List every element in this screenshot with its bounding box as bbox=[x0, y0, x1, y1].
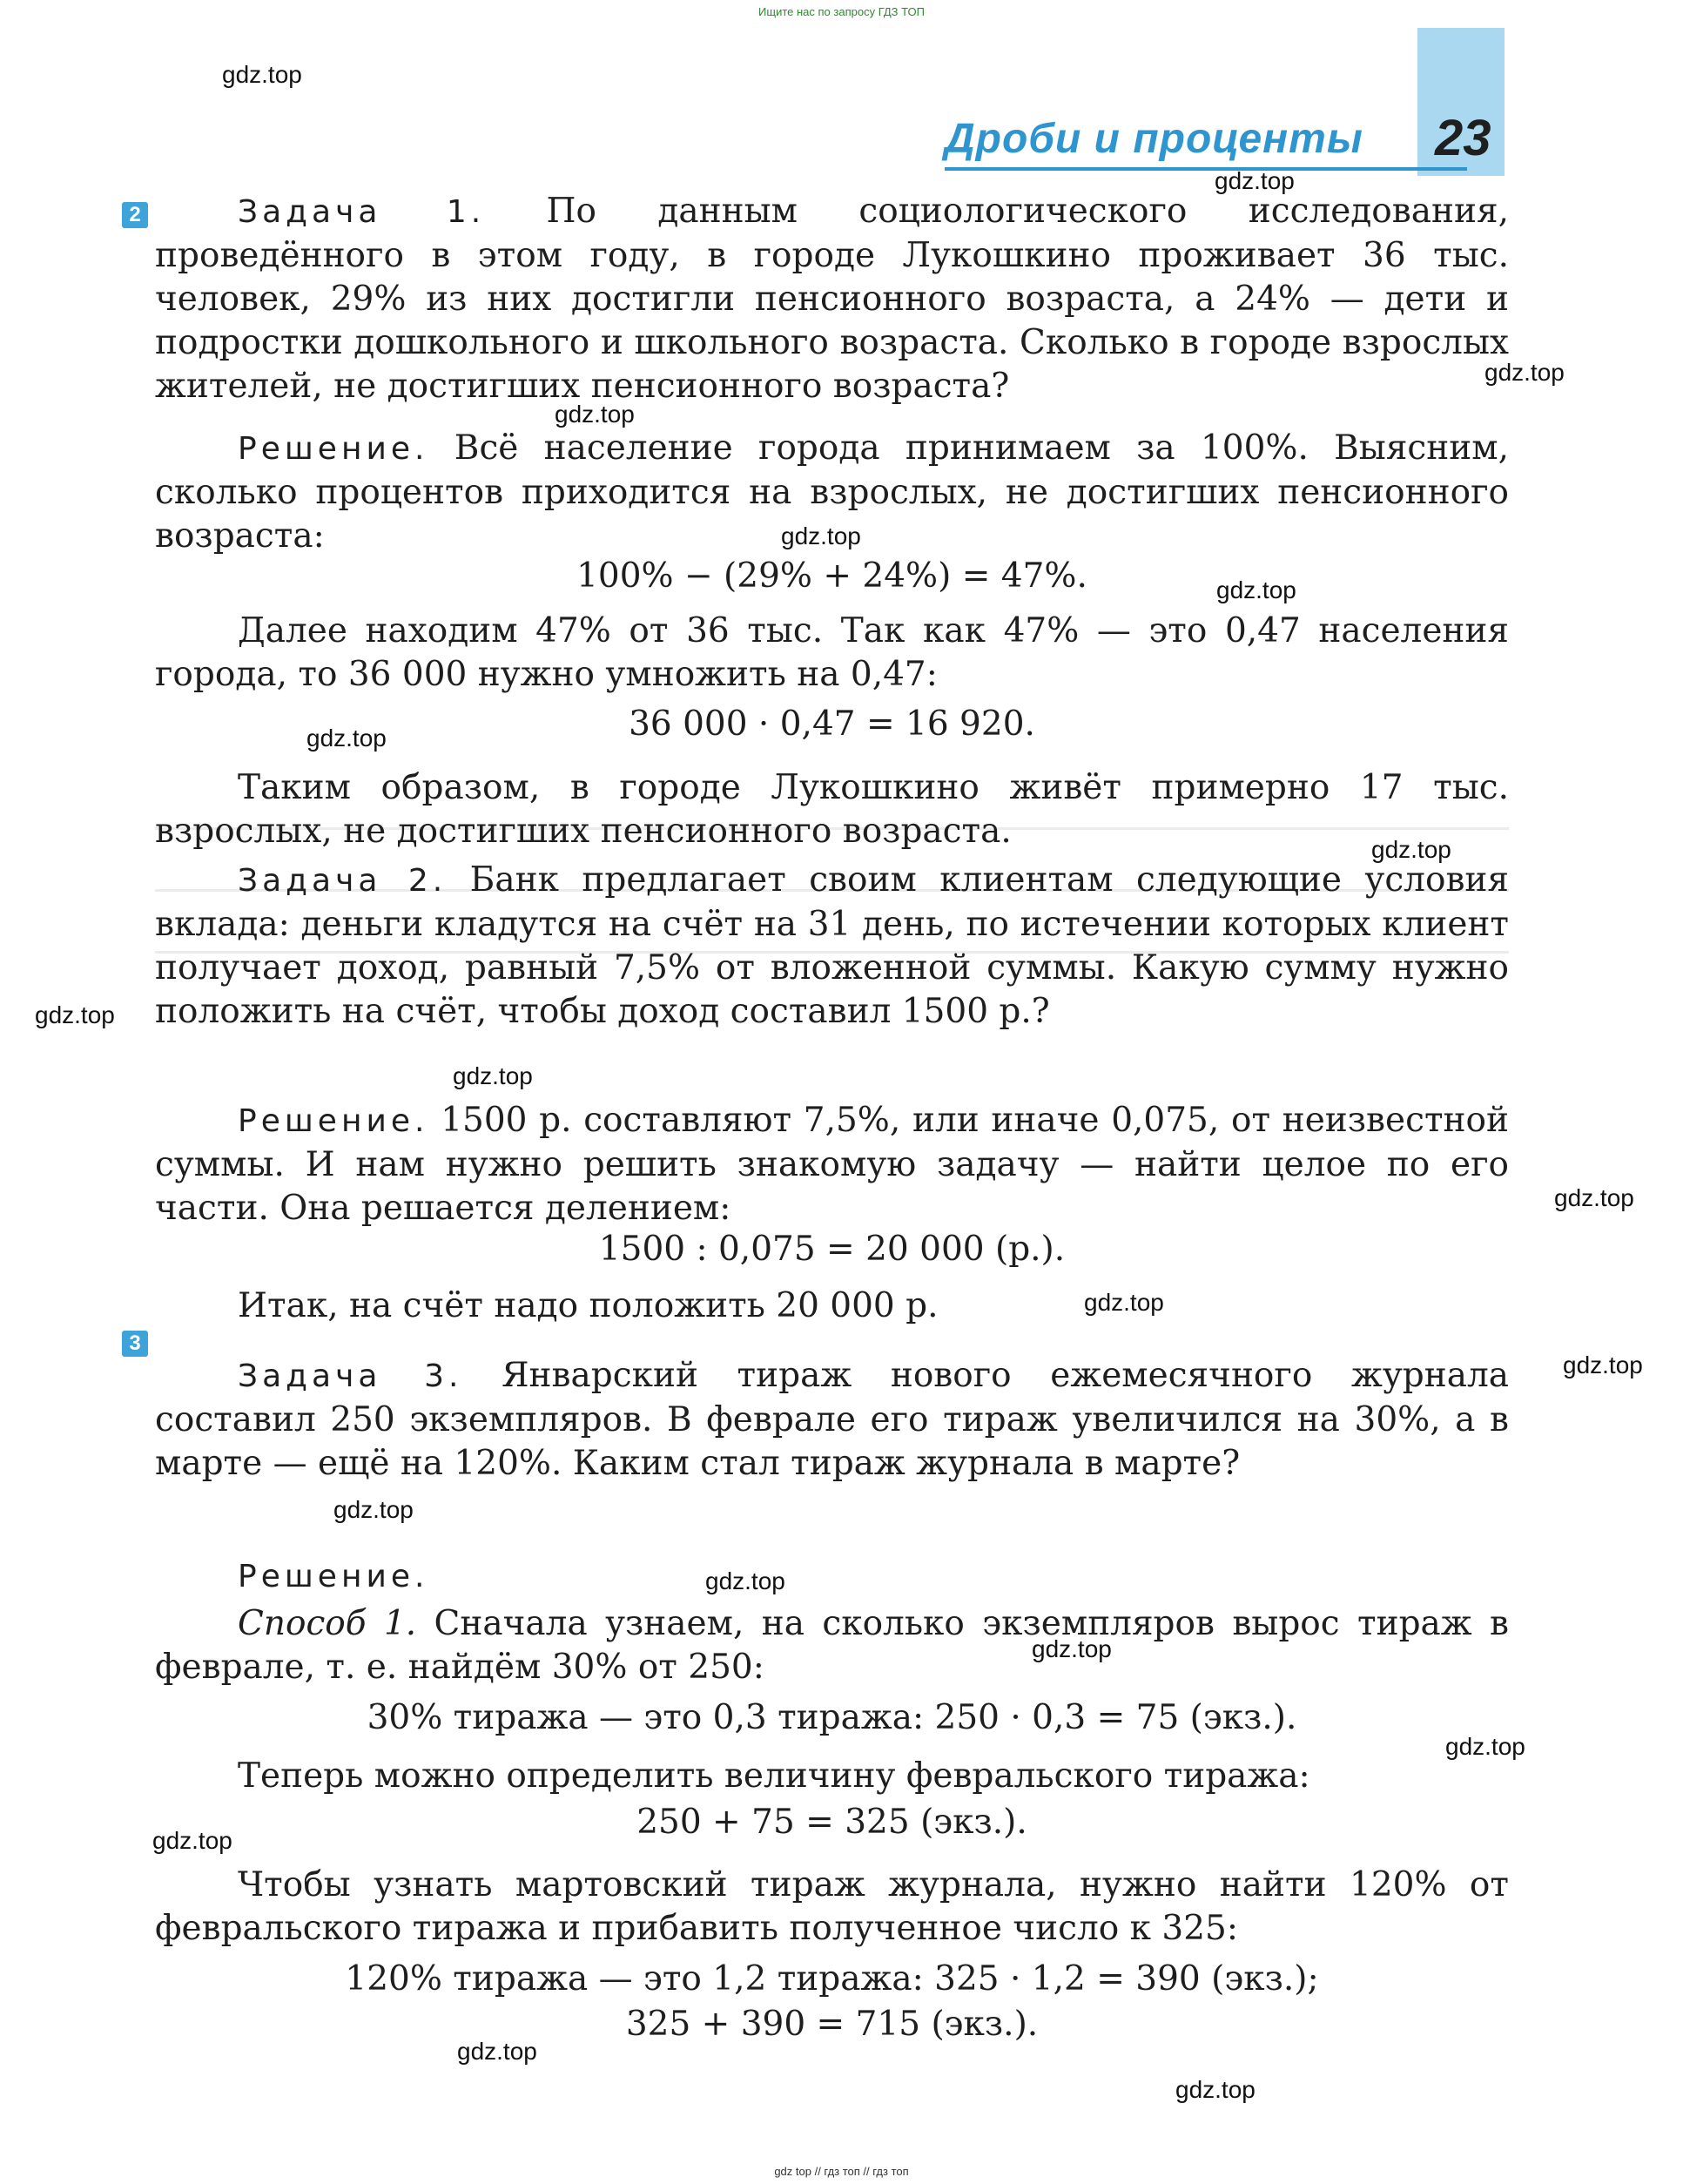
watermark: gdz.top bbox=[781, 522, 861, 549]
task1-paragraph bbox=[155, 190, 1509, 408]
task3-text2: Теперь можно определить величину февральского тиража: bbox=[238, 1756, 1310, 1796]
watermark: gdz.top bbox=[306, 725, 387, 752]
watermark: gdz.top bbox=[1084, 1289, 1164, 1316]
watermark: gdz.top bbox=[1215, 167, 1295, 194]
watermark: gdz.top bbox=[1563, 1352, 1643, 1378]
top-banner: Ищите нас по запросу ГДЗ ТОП bbox=[758, 5, 925, 18]
page-number: 23 bbox=[1435, 110, 1491, 166]
watermark: gdz.top bbox=[1484, 359, 1565, 386]
watermark: gdz.top bbox=[35, 1001, 115, 1028]
task1-conclusion: Таким образом, в городе Лукошкино живёт примерно 17 тыс. взрослых, не достигших пенсионного возраста. bbox=[155, 768, 1509, 851]
task2-text: Банк предлагает своим клиентам следующие условия вклада: деньги кладутся на счёт на 31 день, по истечении которых клиент получает доход, равный 7,5% от вложенной суммы. Какую сумму нужно положить на счёт, чтобы доход составил 1500 р.? bbox=[155, 860, 1509, 1031]
task3-method-paragraph bbox=[155, 1602, 1509, 1689]
task3-formula4: 325 + 390 = 715 (экз.). bbox=[625, 2005, 1039, 2044]
watermark: gdz.top bbox=[1445, 1733, 1525, 1760]
header-rule bbox=[945, 167, 1467, 171]
task1-text2: Далее находим 47% от 36 тыс. Так как 47% — это 0,47 населения города, то 36 000 нужно умножить на 0,47: bbox=[155, 611, 1509, 694]
footer-banner: gdz top // гдз топ // гдз топ bbox=[774, 2165, 909, 2178]
exercise-marker-3: 3 bbox=[122, 1331, 148, 1357]
task3-text: Январский тираж нового ежемесячного журнала составил 250 экземпляров. В феврале его тираж увеличился на 30%, а в марте — ещё на 120%. Каким стал тираж журнала в марте? bbox=[155, 1356, 1509, 1483]
task1-formula1: 100% − (29% + 24%) = 47%. bbox=[576, 556, 1087, 596]
watermark: gdz.top bbox=[152, 1827, 232, 1854]
watermark: gdz.top bbox=[457, 2038, 537, 2065]
task2-conclusion: Итак, на счёт надо положить 20 000 р. bbox=[238, 1286, 939, 1325]
watermark: gdz.top bbox=[555, 401, 635, 428]
watermark: gdz.top bbox=[453, 1062, 533, 1089]
task1-text: По данным социологического исследования, проведённого в этом году, в городе Лукошкино проживает 36 тыс. человек, 29% из них достигли пенсионного возраста, а 24% — дети и подростки дошкольного и школьного возраста. Сколько в городе взрослых жителей, не достигших пенсионного возраста? bbox=[155, 192, 1509, 406]
task1-formula2: 36 000 · 0,47 = 16 920. bbox=[629, 704, 1035, 744]
watermark: gdz.top bbox=[1032, 1635, 1112, 1662]
watermark: gdz.top bbox=[222, 61, 302, 88]
watermark: gdz.top bbox=[1216, 576, 1296, 603]
task2-label: Задача 2. bbox=[238, 863, 448, 899]
watermark: gdz.top bbox=[705, 1567, 785, 1594]
task1-solution-label: Решение. bbox=[238, 431, 429, 467]
task2-solution-paragraph bbox=[155, 1099, 1509, 1230]
task2-paragraph bbox=[155, 859, 1509, 1034]
task1-solution-text: Всё население города принимаем за 100%. Выясним, сколько процентов приходится на взрослых, не достигших пенсионного возраста: bbox=[155, 428, 1509, 556]
task3-text3: Чтобы узнать мартовский тираж журнала, нужно найти 120% от февральского тиража и прибавить полученное число к 325: bbox=[155, 1865, 1509, 1948]
task3-formula3: 120% тиража — это 1,2 тиража: 325 · 1,2 = 390 (экз.); bbox=[345, 1959, 1319, 1999]
task3-method-text: Сначала узнаем, на сколько экземпляров вырос тираж в феврале, т. е. найдём 30% от 250: bbox=[155, 1604, 1510, 1687]
exercise-marker-2: 2 bbox=[122, 202, 148, 228]
task3-solution-paragraph bbox=[155, 1554, 1509, 1599]
task3-label: Задача 3. bbox=[238, 1358, 463, 1394]
task3-formula2: 250 + 75 = 325 (экз.). bbox=[636, 1803, 1027, 1842]
watermark: gdz.top bbox=[1175, 2076, 1256, 2103]
task1-label: Задача 1. bbox=[238, 194, 486, 230]
task3-solution-label: Решение. bbox=[238, 1559, 429, 1594]
task2-formula: 1500 : 0,075 = 20 000 (р.). bbox=[598, 1230, 1066, 1269]
task3-formula1: 30% тиража — это 0,3 тиража: 250 · 0,3 = 75 (экз.). bbox=[367, 1698, 1297, 1737]
task2-solution-label: Решение. bbox=[238, 1103, 429, 1139]
task3-paragraph bbox=[155, 1354, 1509, 1486]
section-title: Дроби и проценты bbox=[945, 116, 1363, 162]
watermark: gdz.top bbox=[1371, 836, 1451, 863]
task3-method-label: Способ 1. bbox=[238, 1604, 417, 1643]
task2-solution-text: 1500 р. составляют 7,5%, или иначе 0,075, от неизвестной суммы. И нам нужно решить знакомую задачу — найти целое по его части. Она решается делением: bbox=[155, 1101, 1509, 1228]
watermark: gdz.top bbox=[1554, 1184, 1634, 1211]
watermark: gdz.top bbox=[333, 1496, 414, 1523]
